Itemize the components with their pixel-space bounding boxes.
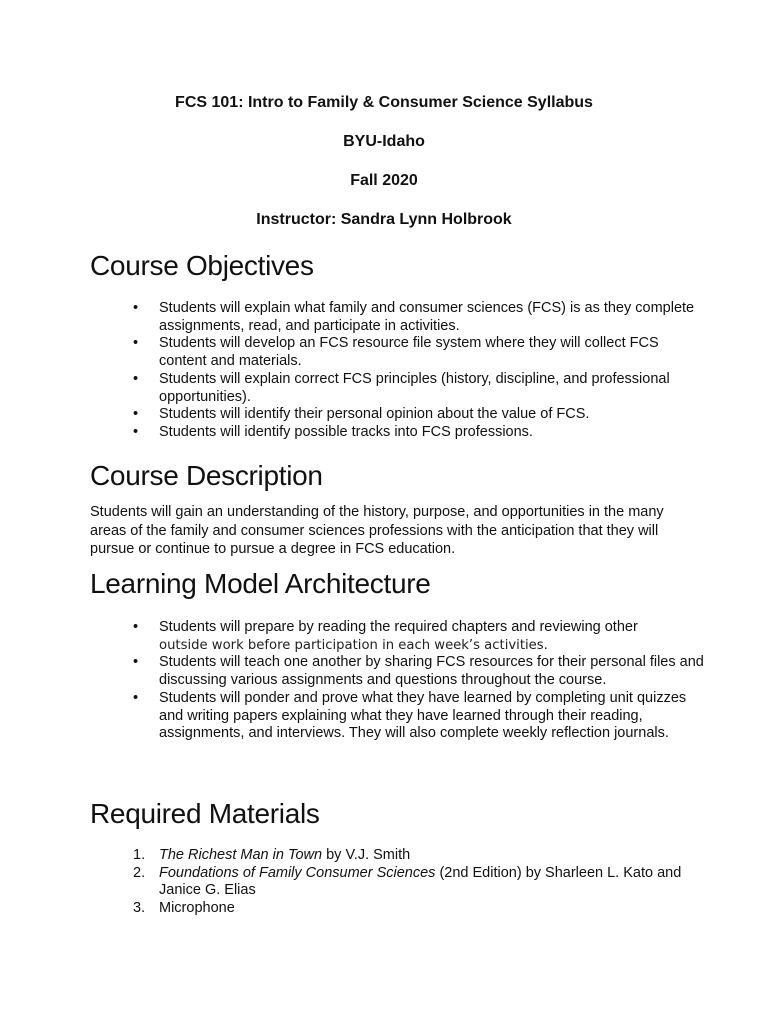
bullet-icon: • bbox=[133, 370, 139, 387]
bullet-icon: • bbox=[133, 406, 139, 423]
list-item bbox=[90, 865, 710, 900]
book-title: Foundations of Family Consumer Sciences bbox=[159, 864, 436, 881]
bullet-icon: • bbox=[133, 300, 139, 316]
list-item bbox=[90, 371, 710, 406]
objectives-heading: Course Objectives bbox=[90, 250, 314, 281]
bullet-icon: • bbox=[133, 619, 139, 635]
architecture-text-line1: Students will prepare by reading the required chapters and reviewing other bbox=[159, 619, 638, 635]
list-item bbox=[90, 900, 710, 918]
materials-list bbox=[90, 847, 710, 918]
architecture-text: Students will teach one another by sharing FCS resources for their personal files and discussing various assignments and questions throughout the course. bbox=[159, 654, 704, 689]
list-item bbox=[90, 690, 710, 743]
architecture-text-line2: outside work before participation in each week’s activities. bbox=[159, 637, 548, 653]
architecture-list bbox=[90, 619, 710, 743]
material-name: Microphone bbox=[159, 900, 235, 917]
list-item bbox=[90, 619, 710, 654]
book-details: (2nd Edition) by Sharleen L. Kato and Janice G. Elias bbox=[159, 864, 682, 899]
objectives-list bbox=[90, 300, 710, 442]
book-details: by V.J. Smith bbox=[322, 847, 411, 863]
list-item bbox=[90, 300, 710, 335]
description-text: Students will gain an understanding of the history, purpose, and opportunities in the many areas of the family and consumer sciences professions with the anticipation that they will pursue or continue to pursue a degree in FCS education. bbox=[90, 504, 664, 558]
course-title: FCS 101: Intro to Family & Consumer Science Syllabus bbox=[175, 94, 593, 111]
objective-text: Students will develop an FCS resource file system where they will collect FCS content and materials. bbox=[159, 335, 659, 370]
bullet-icon: • bbox=[133, 335, 139, 352]
instructor-name: Instructor: Sandra Lynn Holbrook bbox=[256, 211, 512, 228]
bullet-icon: • bbox=[133, 423, 139, 440]
objective-text: Students will explain what family and consumer sciences (FCS) is as they complete assignments, read, and participate in activities. bbox=[159, 300, 695, 334]
description-heading: Course Description bbox=[90, 460, 323, 491]
list-item bbox=[90, 847, 710, 865]
bullet-icon: • bbox=[133, 654, 139, 671]
list-item bbox=[90, 424, 710, 442]
objective-text: Students will identify their personal opinion about the value of FCS. bbox=[159, 406, 590, 423]
materials-heading: Required Materials bbox=[90, 798, 320, 829]
list-item bbox=[90, 406, 710, 424]
item-number: 2. bbox=[133, 864, 146, 881]
book-title: The Richest Man in Town bbox=[159, 847, 323, 863]
architecture-heading: Learning Model Architecture bbox=[90, 568, 431, 599]
architecture-text: Students will ponder and prove what they have learned by completing unit quizzes and writing papers explaining what they have learned through their reading, assignments, and interviews. They will also complete weekly reflection journals. bbox=[159, 689, 687, 742]
item-number: 1. bbox=[133, 847, 146, 863]
list-item bbox=[90, 335, 710, 370]
institution-name: BYU-Idaho bbox=[343, 133, 425, 150]
objective-text: Students will identify possible tracks into FCS professions. bbox=[159, 423, 533, 440]
objective-text: Students will explain correct FCS principles (history, discipline, and professional opportunities). bbox=[159, 370, 670, 405]
list-item bbox=[90, 654, 710, 689]
term-label: Fall 2020 bbox=[350, 172, 418, 189]
item-number: 3. bbox=[133, 900, 146, 917]
bullet-icon: • bbox=[133, 689, 139, 706]
